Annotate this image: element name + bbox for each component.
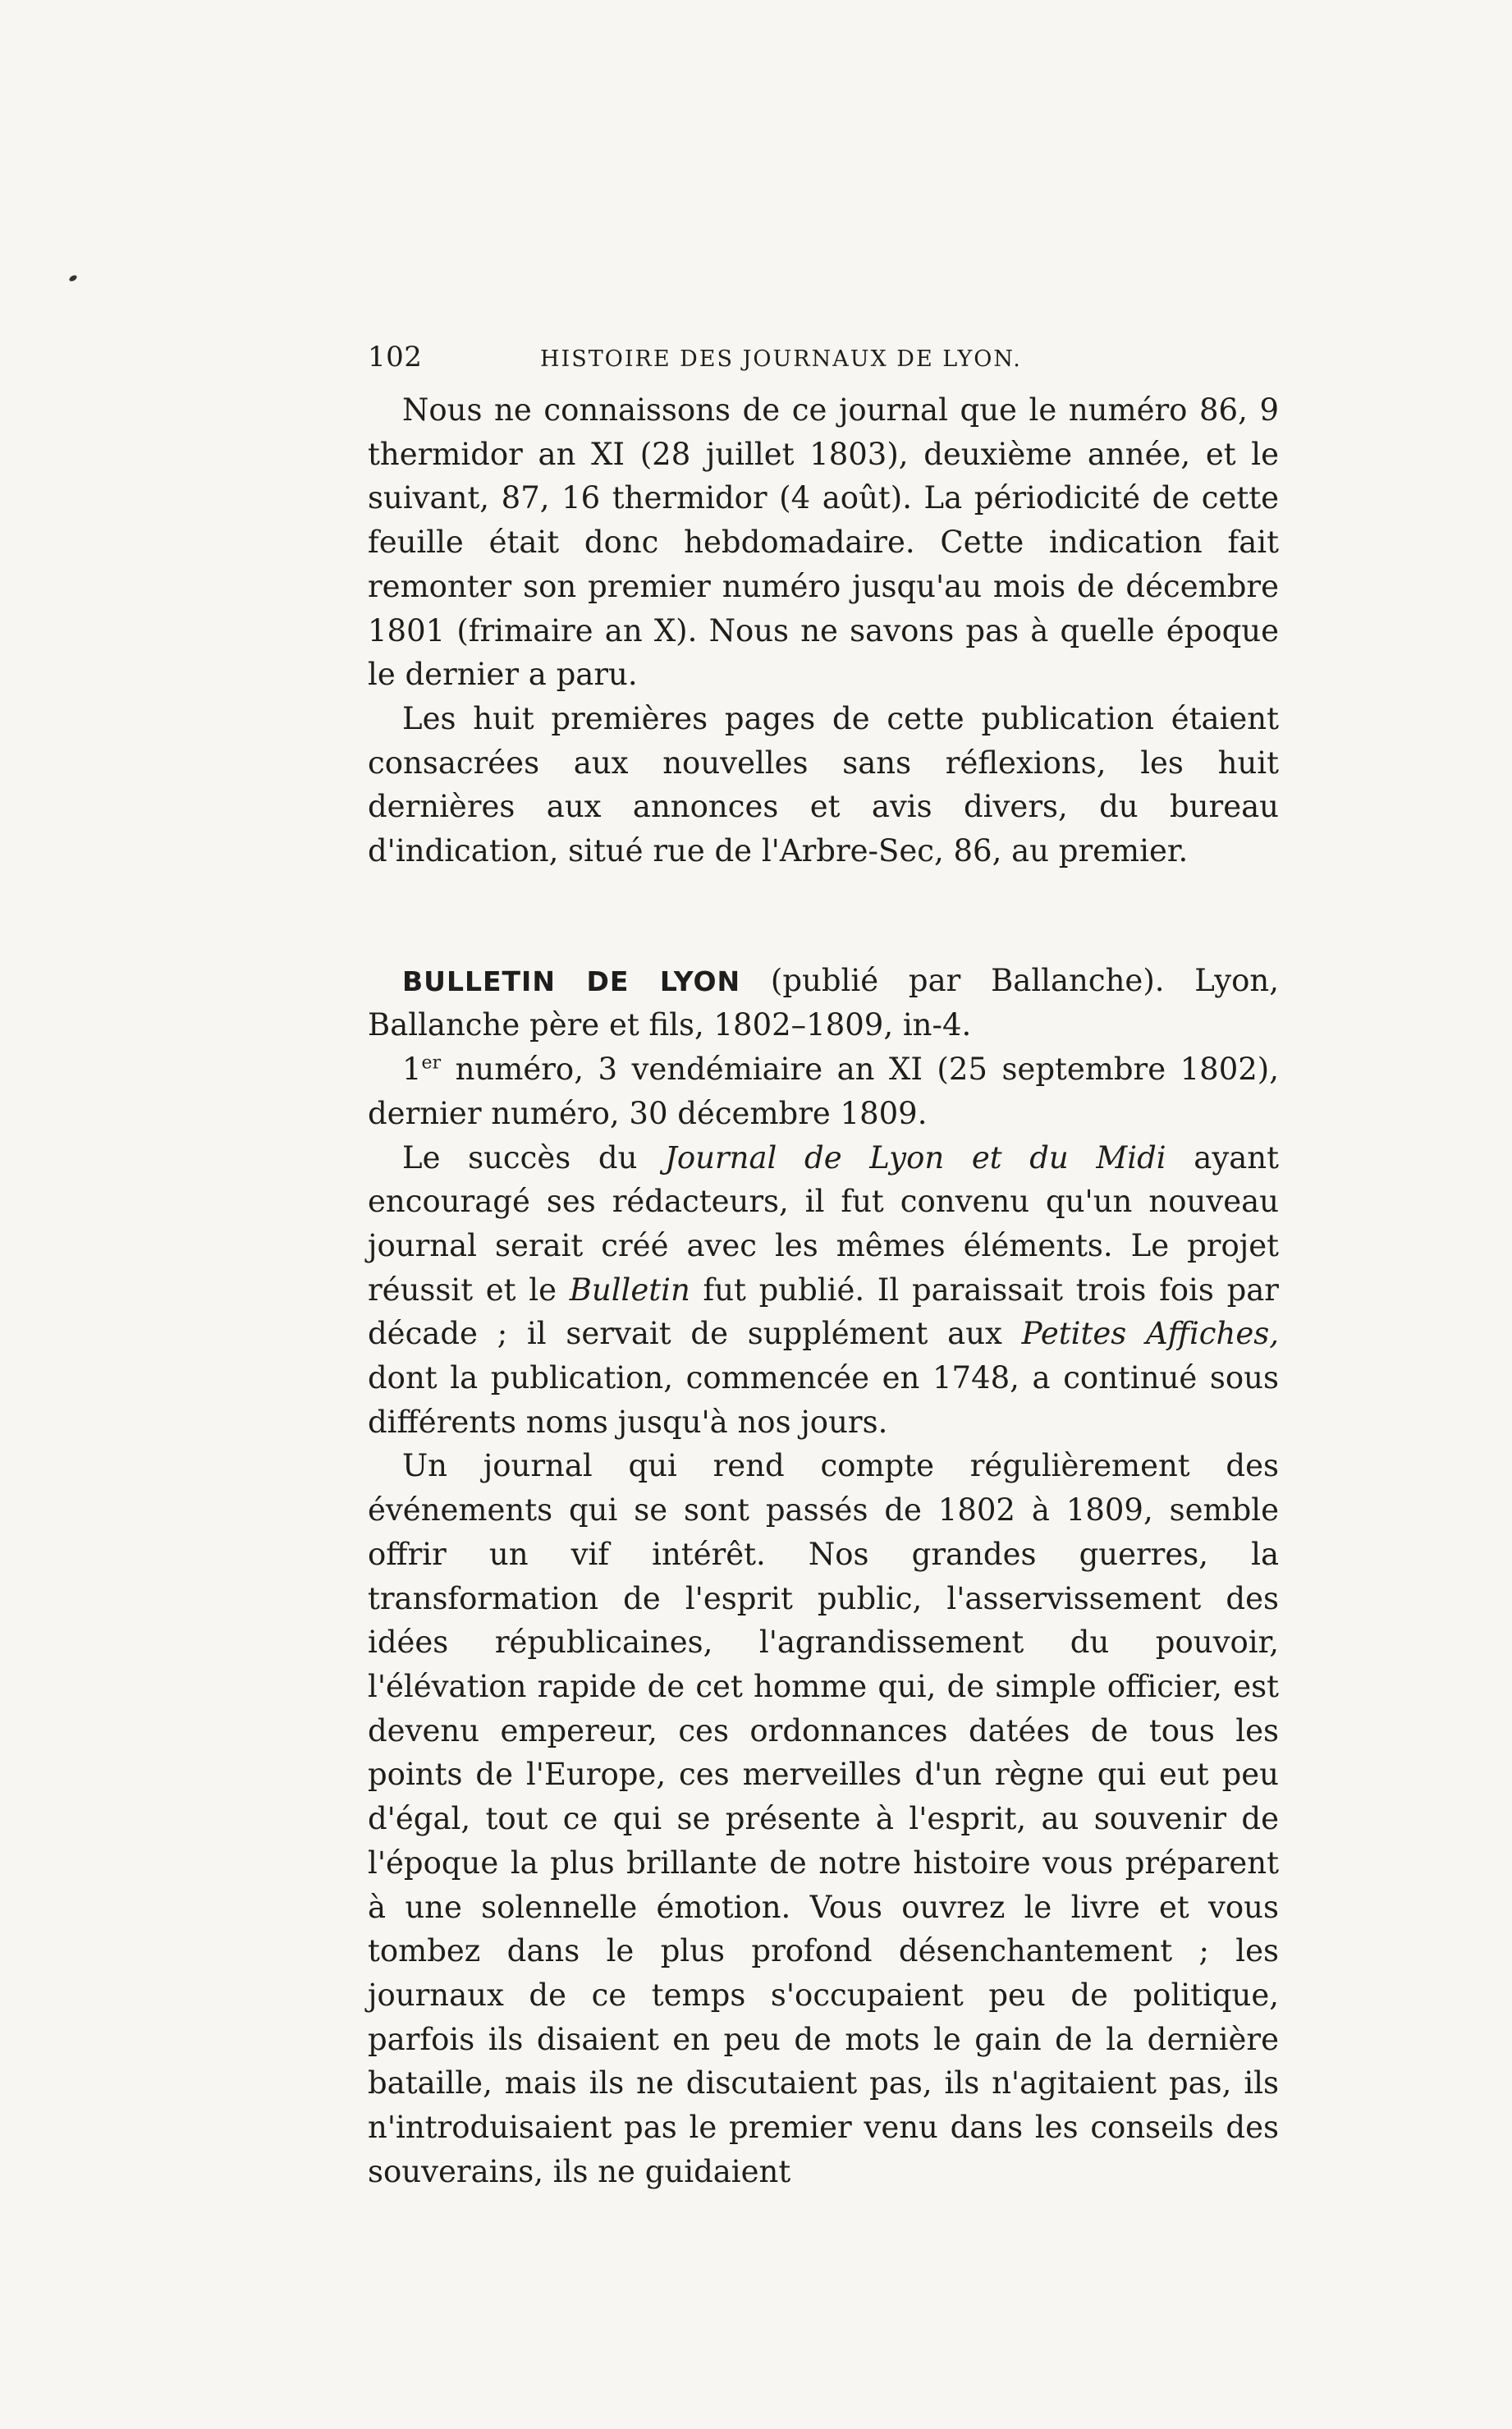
entry-issue-dates xyxy=(368,1047,1279,1135)
section-gap xyxy=(368,873,1279,959)
issue-number: 1 xyxy=(402,1052,422,1088)
text-segment: dont la publication, commencée en 1748, a continué sous différents noms jusqu'à nos jours. xyxy=(368,1360,1279,1440)
entry-publication-info: (publié par Ballanche). Lyon, Ballanche père et fils, 1802–1809, in-4. xyxy=(368,962,1279,1043)
paragraph-bulletin-history xyxy=(368,1136,1279,1445)
page-number: 102 xyxy=(368,341,423,374)
entry-heading xyxy=(368,959,1279,1047)
paragraph-bulletin-commentary: Un journal qui rend compte régulièrement des événements qui se sont passés de 1802 à 1809, semble offrir un vif intérêt. Nos grandes guerres, la transformation de l'esprit public, l'asservissement des idées républicaines, l'agrandissement du pouvoir, l'élévation rapide de cet homme qui, de simple officier, est devenu empereur, ces ordonnances datées de tous les points de l'Europe, ces merveilles d'un règne qui eut peu d'égal, tout ce qui se présente à l'esprit, au souvenir de l'époque la plus brillante de notre histoire vous préparent à une solennelle émotion. Vous ouvrez le livre et vous tombez dans le plus profond désenchantement ; les journaux de ce temps s'occupaient peu de politique, parfois ils disaient en peu de mots le gain de la dernière bataille, mais ils ne discutaient pas, ils n'agitaient pas, ils n'introduisaient pas le premier venu dans les conseils des souverains, ils ne guidaient xyxy=(368,1448,1279,2189)
running-header xyxy=(368,341,1279,374)
bulletin-title-italic: Bulletin xyxy=(569,1272,690,1308)
entry-title: BULLETIN DE LYON xyxy=(402,965,741,997)
affiches-title-italic: Petites Affiches, xyxy=(1021,1316,1279,1352)
issue-dates-text: numéro, 3 vendémiaire an XI (25 septembre 1802), dernier numéro, 30 décembre 1809. xyxy=(368,1052,1279,1131)
text-segment: ayant encouragé ses rédacteurs, il fut convenu qu'un nouveau journal serait créé avec les mêmes éléments. Le projet réussit et le xyxy=(368,1139,1279,1308)
journal-title-italic: Journal de Lyon et du Midi xyxy=(665,1139,1166,1176)
text-segment: Le succès du xyxy=(402,1139,666,1176)
issue-ordinal: er xyxy=(421,1052,442,1074)
paragraph-journal-contents: Les huit premières pages de cette publication étaient consacrées aux nouvelles sans réflexions, les huit dernières aux annonces et avis divers, du bureau d'indication, situé rue de l'Arbre-Sec, 86, au premier. xyxy=(368,700,1279,869)
paragraph-journal-intro: Nous ne connaissons de ce journal que le numéro 86, 9 thermidor an XI (28 juillet 1803), deuxième année, et le suivant, 87, 16 thermidor (4 août). La périodicité de cette feuille était donc hebdomadaire. Cette indication fait remonter son premier numéro jusqu'au mois de décembre 1801 (frimaire an X). Nous ne savons pas à quelle époque le dernier a paru. xyxy=(368,392,1279,693)
book-page xyxy=(368,341,1279,2193)
ink-speck xyxy=(68,274,78,282)
running-title: HISTOIRE DES JOURNAUX DE LYON. xyxy=(540,346,1022,372)
text-segment: fut publié. Il paraissait trois fois par décade ; il servait de supplément aux xyxy=(368,1272,1279,1352)
